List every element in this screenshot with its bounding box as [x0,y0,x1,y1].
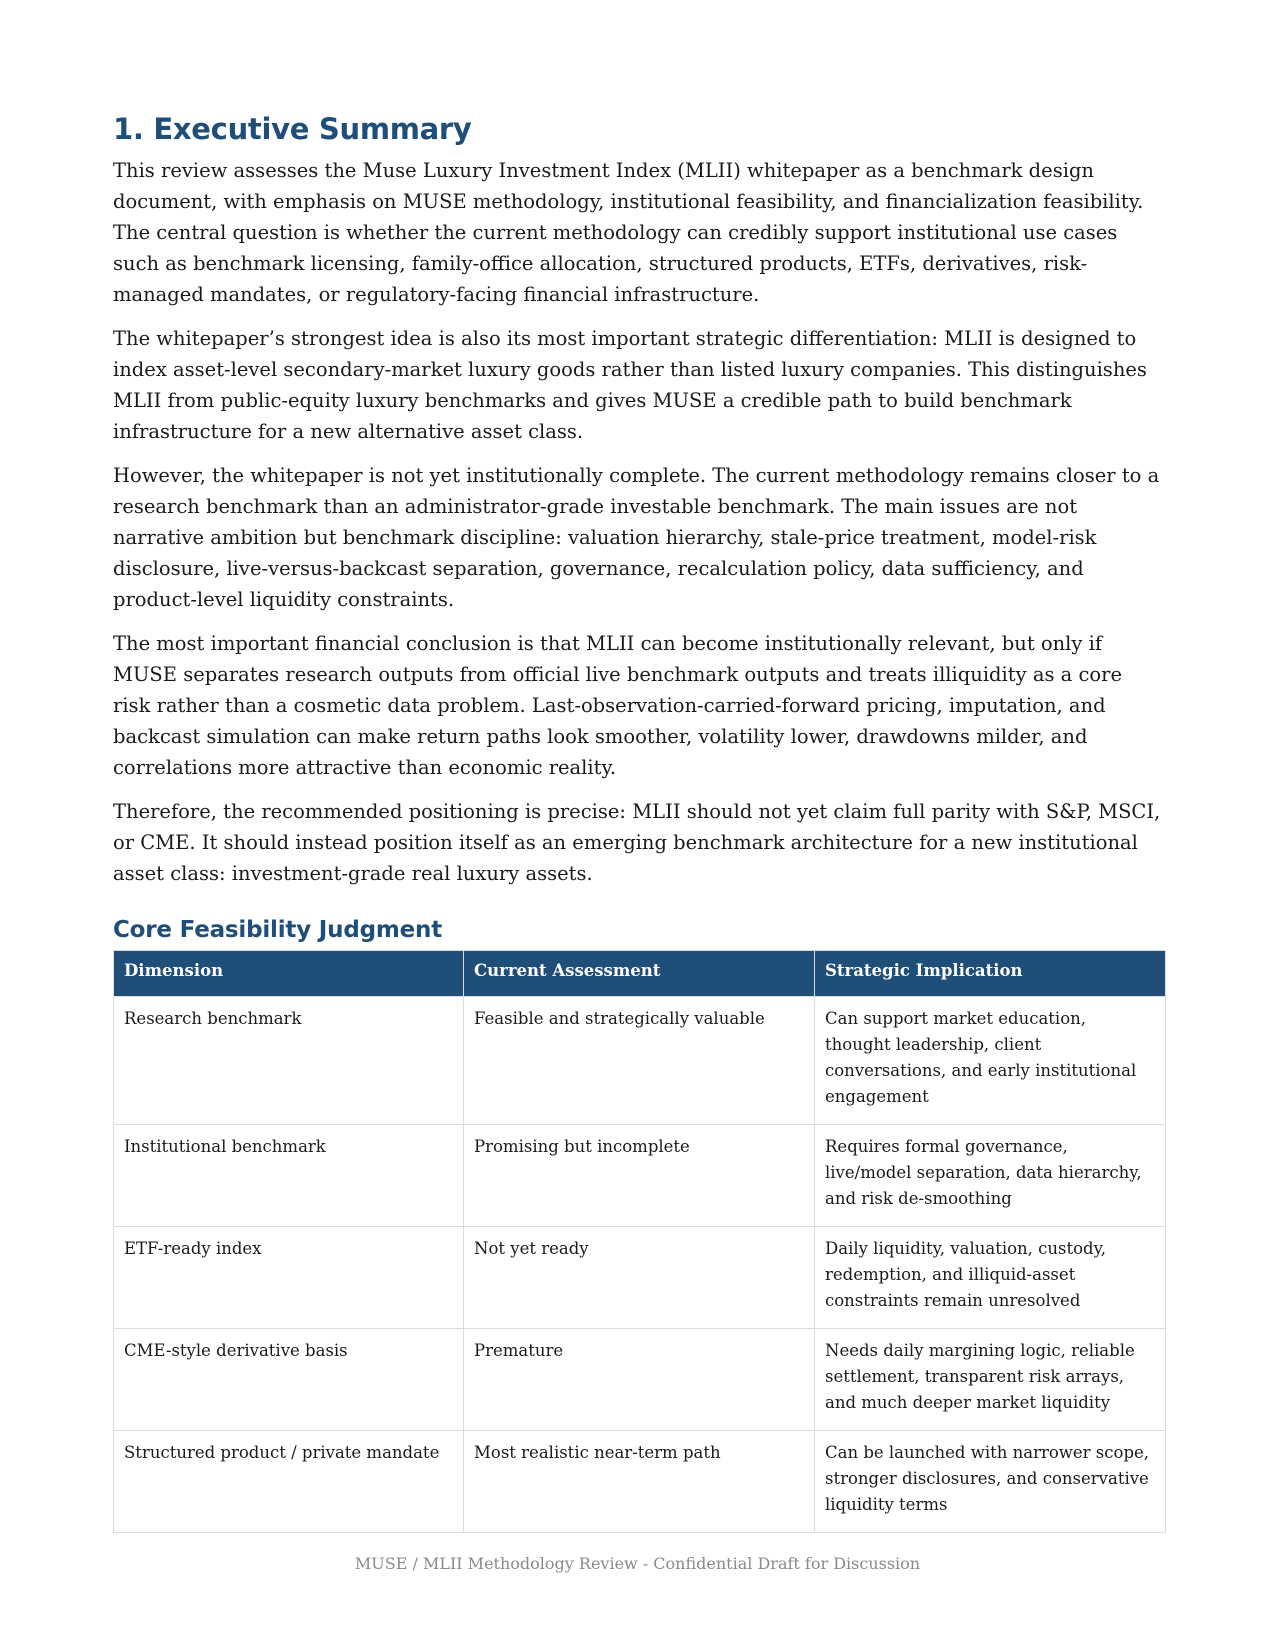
cell-assessment: Not yet ready [464,1226,815,1328]
cell-assessment: Most realistic near-term path [464,1430,815,1532]
table-row [114,1226,1166,1328]
table-row [114,1124,1166,1226]
table-header-row [114,950,1166,996]
paragraph-1: This review assesses the Muse Luxury Investment Index (MLII) whitepaper as a benchmark design document, with emphasis on MUSE methodology, institutional feasibility, and financialization feasibility. The central question is whether the current methodology can credibly support institutional use cases such as benchmark licensing, family-office allocation, structured products, ETFs, derivatives, risk-managed mandates, or regulatory-facing financial infrastructure. [113,158,1144,306]
table-row [114,1430,1166,1532]
cell-dimension: Structured product / private mandate [114,1430,464,1532]
cell-dimension: Research benchmark [114,996,464,1124]
cell-assessment: Promising but incomplete [464,1124,815,1226]
cell-assessment: Premature [464,1328,815,1430]
table-row [114,1328,1166,1430]
table-title: Core Feasibility Judgment [113,916,443,943]
cell-assessment: Feasible and strategically valuable [464,996,815,1124]
cell-dimension: Institutional benchmark [114,1124,464,1226]
cell-implication: Needs daily margining logic, reliable settlement, transparent risk arrays, and much deeper market liquidity [815,1328,1166,1430]
paragraph-5: Therefore, the recommended positioning is precise: MLII should not yet claim full parity with S&P, MSCI, or CME. It should instead position itself as an emerging benchmark architecture for a new institutional asset class: investment-grade real luxury assets. [113,799,1161,885]
table-row [114,996,1166,1124]
column-header-current-assessment: Current Assessment [464,950,815,996]
cell-dimension: ETF-ready index [114,1226,464,1328]
column-header-strategic-implication: Strategic Implication [815,950,1166,996]
paragraph-3: However, the whitepaper is not yet institutionally complete. The current methodology remains closer to a research benchmark than an administrator-grade investable benchmark. The main issues are not narrative ambition but benchmark discipline: valuation hierarchy, stale-price treatment, model-risk disclosure, live-versus-backcast separation, governance, recalculation policy, data sufficiency, and product-level liquidity constraints. [113,463,1160,611]
document-page [113,112,1165,1533]
cell-implication: Daily liquidity, valuation, custody, redemption, and illiquid-asset constraints remain unresolved [815,1226,1166,1328]
cell-implication: Can be launched with narrower scope, stronger disclosures, and conservative liquidity terms [815,1430,1166,1532]
column-header-dimension: Dimension [114,950,464,996]
cell-implication: Can support market education, thought leadership, client conversations, and early institutional engagement [815,996,1166,1124]
feasibility-table [113,950,1166,1533]
cell-dimension: CME-style derivative basis [114,1328,464,1430]
page-footer: MUSE / MLII Methodology Review - Confidential Draft for Discussion [354,1554,921,1573]
section-title: 1. Executive Summary [113,112,472,146]
paragraph-4: The most important financial conclusion is that MLII can become institutionally relevant, but only if MUSE separates research outputs from official live benchmark outputs and treats illiquidity as a core risk rather than a cosmetic data problem. Last-observation-carried-forward pricing, imputation, and backcast simulation can make return paths look smoother, volatility lower, drawdowns milder, and correlations more attractive than economic reality. [113,631,1123,779]
cell-implication: Requires formal governance, live/model separation, data hierarchy, and risk de-smoothing [815,1124,1166,1226]
paragraph-2: The whitepaper’s strongest idea is also its most important strategic differentiation: MLII is designed to index asset-level secondary-market luxury goods rather than listed luxury companies. This distinguishes MLII from public-equity luxury benchmarks and gives MUSE a credible path to build benchmark infrastructure for a new alternative asset class. [113,326,1147,443]
